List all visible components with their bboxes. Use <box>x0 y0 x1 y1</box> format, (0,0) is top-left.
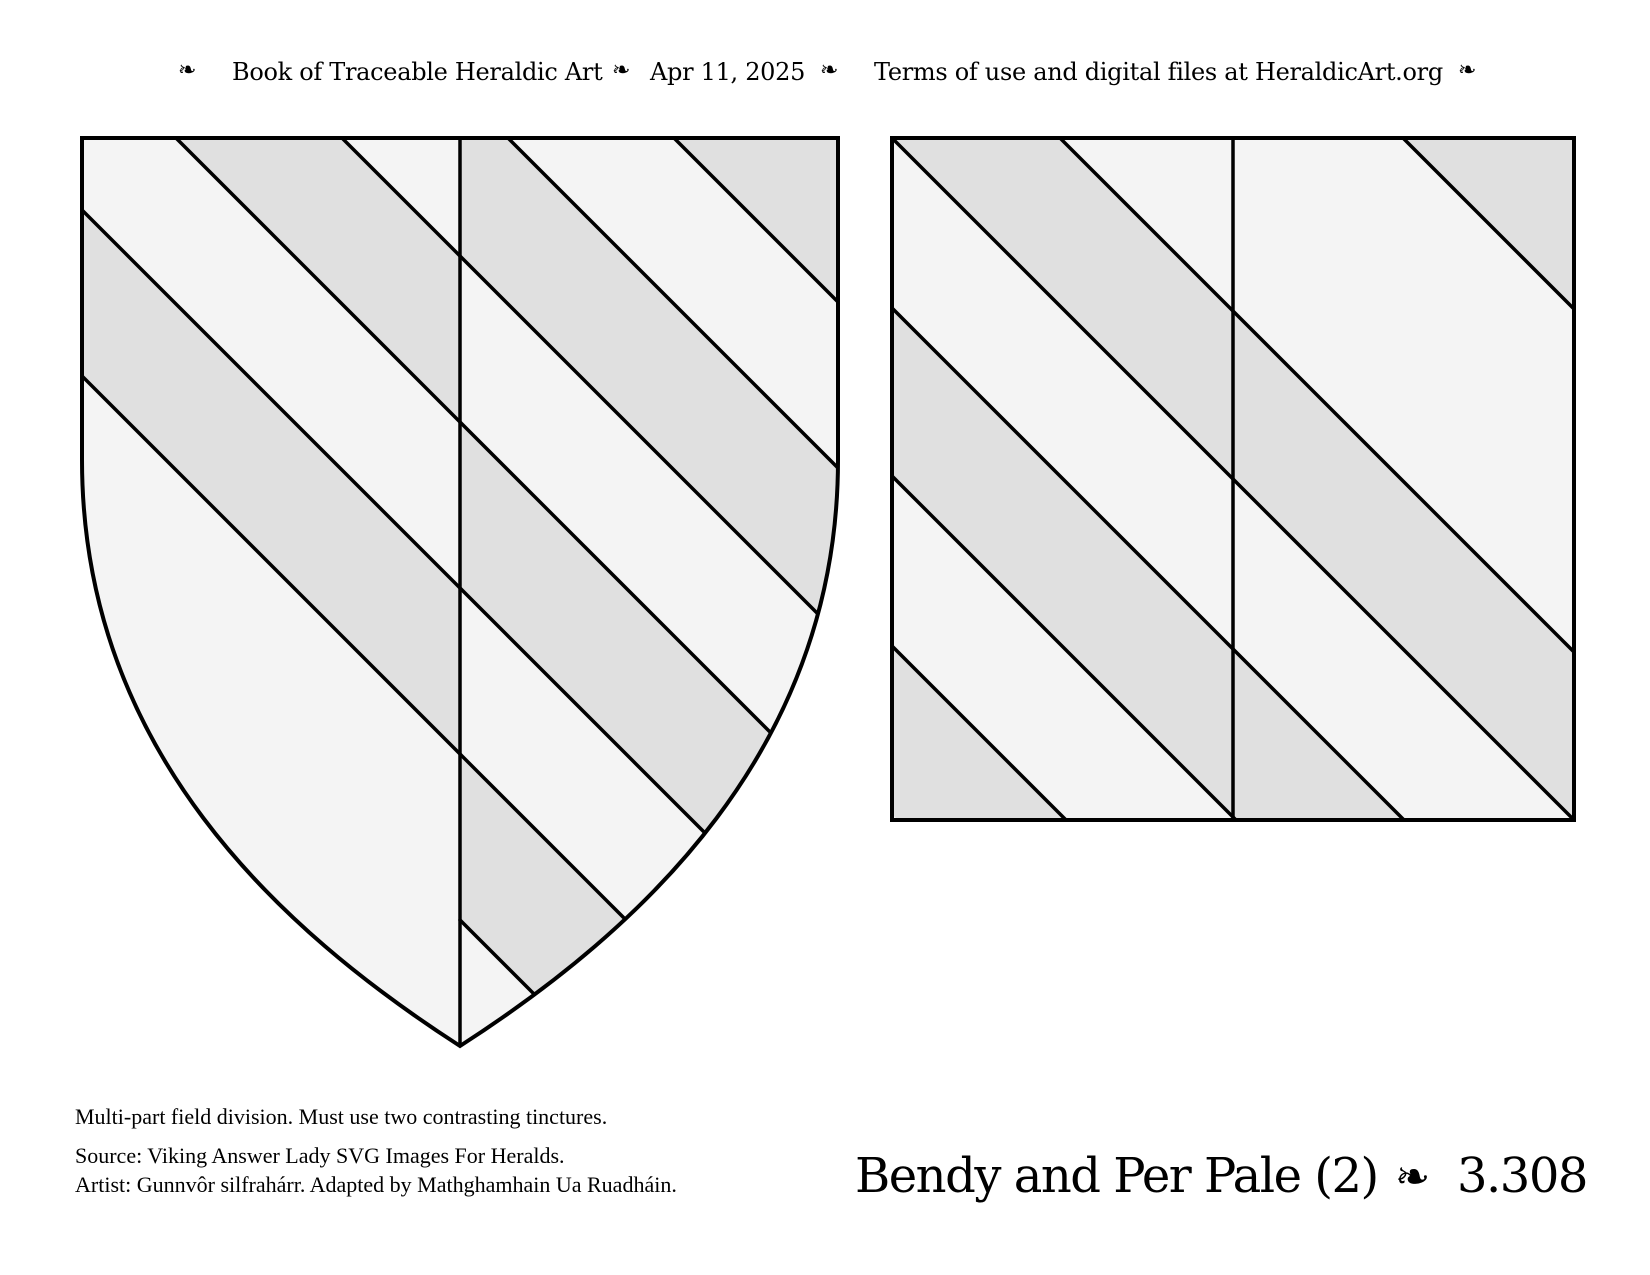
page-date: Apr 11, 2025 <box>650 58 806 86</box>
division-name: Bendy and Per Pale (2) <box>855 1148 1378 1204</box>
fleuron-icon: ❧ <box>1458 58 1477 83</box>
book-title: Book of Traceable Heraldic Art <box>232 58 603 86</box>
fleuron-icon: ❧ <box>612 58 631 83</box>
plate-number: 3.308 <box>1457 1148 1587 1204</box>
division-description: Multi-part field division. Must use two contrasting tinctures. <box>75 1104 608 1129</box>
fleuron-icon: ❧ <box>820 58 839 83</box>
artist-credit: Artist: Gunnvôr silfrahárr. Adapted by Mathghamhain Ua Ruadháin. <box>75 1172 677 1197</box>
artwork-notes <box>75 1102 855 1199</box>
fleuron-icon: ❧ <box>1395 1152 1429 1201</box>
source-credit: Source: Viking Answer Lady SVG Images For Heralds. <box>75 1143 565 1168</box>
square-device <box>892 138 1600 1184</box>
terms-of-use: Terms of use and digital files at HeraldicArt.org <box>874 58 1443 86</box>
plate-title <box>855 1148 1585 1212</box>
fleuron-icon: ❧ <box>178 58 197 83</box>
